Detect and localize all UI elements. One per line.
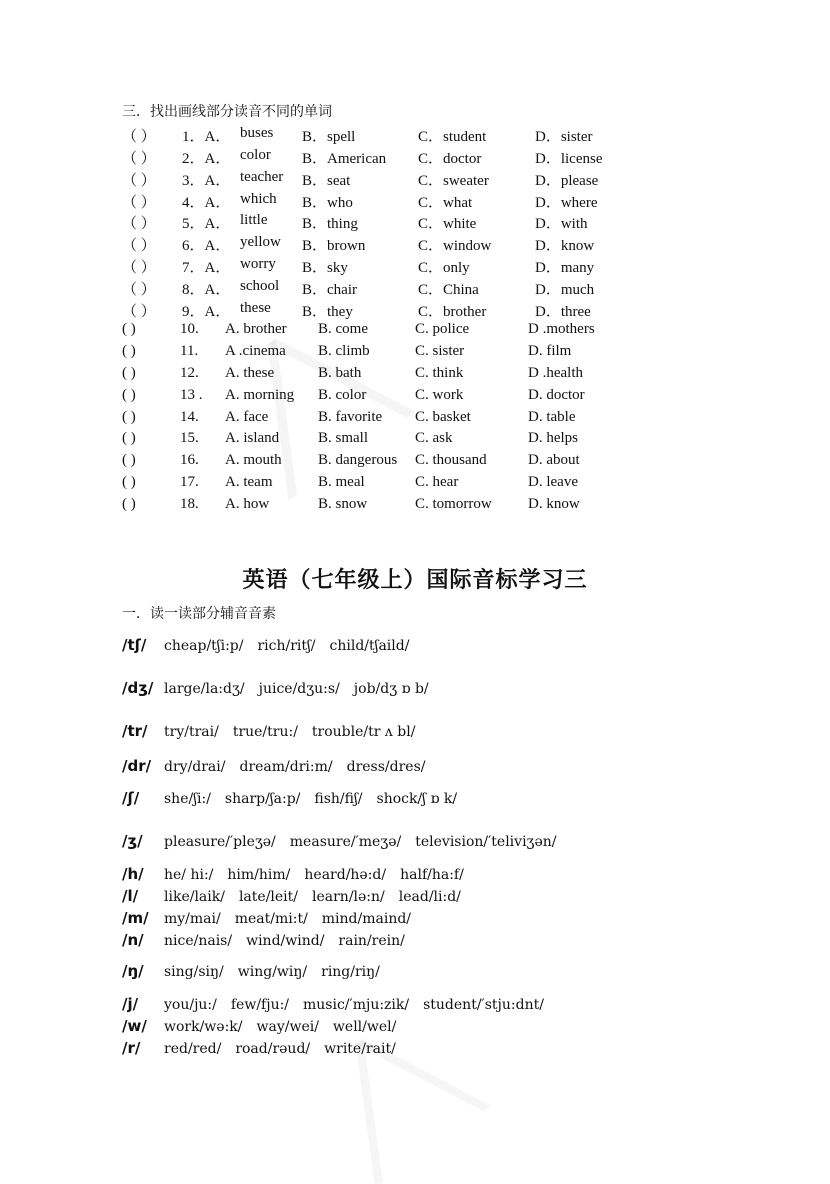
option-c: C．sweater: [418, 173, 489, 189]
question-number: 15.: [180, 430, 199, 446]
option-a: A. morning: [225, 387, 295, 403]
option-b: B．American: [302, 151, 387, 167]
option-d: D．sister: [535, 129, 593, 145]
phonetic-line: [122, 909, 425, 928]
option-d: D. helps: [528, 430, 578, 446]
phonetic-example: lead/li:d/: [398, 889, 461, 905]
phonetic-example: red/red/: [164, 1041, 222, 1057]
option-b: B．seat: [302, 173, 351, 189]
phonetic-example: like/laik/: [164, 889, 225, 905]
answer-blank: ( ): [122, 409, 136, 425]
phonetic-example: true/tru:/: [232, 724, 298, 740]
option-b: B. snow: [318, 496, 368, 512]
phonetic-line: [122, 865, 478, 884]
question-number: 18.: [180, 496, 199, 512]
answer-blank: ( ): [122, 474, 136, 490]
phonetic-example: few/fju:/: [230, 997, 290, 1013]
option-a: A. brother: [225, 321, 287, 337]
option-c: C．student: [418, 129, 487, 145]
option-a: A. team: [225, 474, 273, 490]
phonetic-example: way/wei/: [256, 1019, 319, 1035]
phonetic-symbol: /m/: [122, 909, 149, 927]
option-a: A. how: [225, 496, 270, 512]
phonetic-symbol: /ʒ/: [122, 832, 143, 850]
option-c: C. hear: [415, 474, 459, 490]
phonetic-example: large/la:dʒ/: [164, 681, 245, 697]
option-d: D. doctor: [528, 387, 585, 403]
phonetic-example: wing/wiŋ/: [237, 964, 308, 980]
option-c: C. police: [415, 321, 470, 337]
phonetic-example: dry/drai/: [164, 759, 226, 775]
option-a: color: [240, 147, 271, 163]
option-c: C. tomorrow: [415, 496, 492, 512]
phonetic-example: she/ʃi:/: [164, 791, 211, 807]
answer-blank: ( ): [122, 321, 136, 337]
option-c: C. work: [415, 387, 464, 403]
phonetic-example: sing/siŋ/: [164, 964, 224, 980]
option-c: C. basket: [415, 409, 471, 425]
question-number: 17.: [180, 474, 199, 490]
option-b: B. favorite: [318, 409, 383, 425]
question-number: 6．A．: [182, 238, 231, 254]
option-b: B．who: [302, 195, 353, 211]
option-b: B. come: [318, 321, 368, 337]
phonetic-example: juice/dʒu:s/: [258, 681, 340, 697]
question-number: 5．A．: [182, 216, 231, 232]
option-a: A. mouth: [225, 452, 282, 468]
phonetic-example: music/′mju:zik/: [303, 997, 410, 1013]
phonetic-symbol: /j/: [122, 995, 139, 1013]
phonetic-symbol: /dr/: [122, 757, 152, 775]
option-c: C. ask: [415, 430, 453, 446]
option-a: A. island: [225, 430, 280, 446]
phonetic-example: meat/mi:t/: [234, 911, 308, 927]
answer-blank: （ ）: [122, 173, 156, 189]
phonetic-symbol: /w/: [122, 1017, 147, 1035]
phonetic-line: [122, 1039, 410, 1058]
question-number: 7．A．: [182, 260, 231, 276]
phonetic-line: [122, 636, 423, 655]
phonetic-line: [122, 789, 471, 808]
question-number: 16.: [180, 452, 199, 468]
option-d: D .health: [528, 365, 583, 381]
phonetic-symbol: /tr/: [122, 722, 148, 740]
phonetic-example: try/trai/: [164, 724, 219, 740]
phonetic-example: dress/dres/: [346, 759, 426, 775]
phonetic-example: rich/ritʃ/: [257, 638, 316, 654]
question-number: 10.: [180, 321, 199, 337]
option-a: which: [240, 191, 277, 207]
answer-blank: ( ): [122, 365, 136, 381]
phonetic-example: half/ha:f/: [400, 867, 464, 883]
phonetic-example: fish/fiʃ/: [314, 791, 363, 807]
option-d: D．please: [535, 173, 599, 189]
answer-blank: （ ）: [122, 129, 156, 145]
option-c: C．what: [418, 195, 473, 211]
phonetic-example: trouble/tr ʌ bl/: [311, 724, 416, 740]
phonetic-symbol: /ŋ/: [122, 962, 144, 980]
option-d: D. table: [528, 409, 576, 425]
option-b: B．brown: [302, 238, 366, 254]
section-subtitle: 一．读一读部分辅音音素: [122, 607, 276, 622]
phonetic-example: ring/riŋ/: [321, 964, 380, 980]
option-d: D. know: [528, 496, 580, 512]
option-d: D．know: [535, 238, 595, 254]
answer-blank: ( ): [122, 496, 136, 512]
phonetic-example: learn/lə:n/: [312, 889, 385, 905]
phonetic-symbol: /r/: [122, 1039, 141, 1057]
question-number: 8．A．: [182, 282, 231, 298]
phonetic-line: [122, 887, 475, 906]
phonetic-line: [122, 1017, 410, 1036]
option-d: D. leave: [528, 474, 578, 490]
option-d: D. about: [528, 452, 580, 468]
option-a: buses: [240, 125, 274, 141]
phonetic-symbol: /ʃ/: [122, 789, 140, 807]
option-d: D．with: [535, 216, 588, 232]
option-c: C. thousand: [415, 452, 487, 468]
option-b: B．thing: [302, 216, 358, 232]
option-a: school: [240, 278, 280, 294]
answer-blank: ( ): [122, 343, 136, 359]
option-c: C．window: [418, 238, 492, 254]
option-b: B. dangerous: [318, 452, 398, 468]
option-b: B. color: [318, 387, 367, 403]
phonetic-example: shock/ʃ ɒ k/: [376, 791, 458, 807]
phonetic-example: you/ju:/: [164, 997, 217, 1013]
option-b: B. meal: [318, 474, 365, 490]
phonetic-line: [122, 832, 570, 851]
phonetic-line: [122, 931, 419, 950]
answer-blank: （ ）: [122, 195, 156, 211]
phonetic-symbol: /n/: [122, 931, 144, 949]
question-number: 9．A．: [182, 304, 231, 320]
answer-blank: （ ）: [122, 216, 156, 232]
phonetic-symbol: /tʃ/: [122, 636, 147, 654]
option-a: A. these: [225, 365, 275, 381]
phonetic-example: late/leit/: [238, 889, 298, 905]
phonetic-line: [122, 679, 443, 698]
phonetic-example: pleasure/′pleʒə/: [164, 834, 276, 850]
phonetic-example: job/dʒ ɒ b/: [353, 681, 429, 697]
option-b: B. climb: [318, 343, 370, 359]
answer-blank: ( ): [122, 452, 136, 468]
option-c: C．China: [418, 282, 479, 298]
phonetic-line: [122, 962, 394, 981]
question-number: 14.: [180, 409, 199, 425]
phonetic-example: well/wel/: [332, 1019, 397, 1035]
phonetic-example: he/ hi:/: [164, 867, 214, 883]
option-a: teacher: [240, 169, 284, 185]
phonetic-example: work/wə:k/: [164, 1019, 243, 1035]
answer-blank: （ ）: [122, 304, 156, 320]
option-c: C. sister: [415, 343, 465, 359]
option-a: worry: [240, 256, 276, 272]
question-number: 12.: [180, 365, 199, 381]
option-c: C．doctor: [418, 151, 482, 167]
option-d: D. film: [528, 343, 572, 359]
question-number: 3．A．: [182, 173, 231, 189]
phonetic-example: cheap/tʃi:p/: [164, 638, 244, 654]
option-a: these: [240, 300, 271, 316]
option-d: D．much: [535, 282, 595, 298]
answer-blank: （ ）: [122, 260, 156, 276]
option-c: C．white: [418, 216, 477, 232]
question-number: 2．A．: [182, 151, 231, 167]
option-b: B．spell: [302, 129, 356, 145]
answer-blank: ( ): [122, 387, 136, 403]
phonetic-example: dream/dri:m/: [239, 759, 333, 775]
answer-blank: （ ）: [122, 282, 156, 298]
option-d: D．many: [535, 260, 595, 276]
option-b: B．they: [302, 304, 353, 320]
phonetic-example: television/′teliviʒən/: [415, 834, 557, 850]
option-d: D．license: [535, 151, 603, 167]
phonetic-example: child/tʃaild/: [329, 638, 410, 654]
answer-blank: ( ): [122, 430, 136, 446]
option-a: yellow: [240, 234, 281, 250]
phonetic-line: [122, 757, 439, 776]
option-b: B. small: [318, 430, 369, 446]
phonetic-example: rain/rein/: [338, 933, 405, 949]
phonetic-example: write/rait/: [324, 1041, 396, 1057]
option-c: C．only: [418, 260, 470, 276]
phonetic-example: nice/nais/: [164, 933, 233, 949]
phonetic-example: wind/wind/: [246, 933, 325, 949]
option-a: A .cinema: [225, 343, 286, 359]
option-c: C. think: [415, 365, 464, 381]
question-number: 1．A．: [182, 129, 231, 145]
option-b: B. bath: [318, 365, 362, 381]
phonetic-example: student/′stju:dnt/: [423, 997, 544, 1013]
option-d: D．three: [535, 304, 591, 320]
option-a: little: [240, 212, 268, 228]
option-b: B．chair: [302, 282, 357, 298]
option-d: D .mothers: [528, 321, 595, 337]
phonetic-example: him/him/: [227, 867, 291, 883]
option-b: B．sky: [302, 260, 348, 276]
phonetic-example: my/mai/: [164, 911, 221, 927]
phonetic-symbol: /dʒ/: [122, 679, 154, 697]
phonetic-line: [122, 995, 558, 1014]
phonetic-symbol: /l/: [122, 887, 139, 905]
phonetic-example: measure/′meʒə/: [289, 834, 402, 850]
option-c: C．brother: [418, 304, 487, 320]
question-number: 11.: [180, 343, 199, 359]
answer-blank: （ ）: [122, 151, 156, 167]
phonetic-example: sharp/ʃa:p/: [224, 791, 301, 807]
page-title: 英语（七年级上）国际音标学习三: [242, 568, 588, 593]
phonetic-example: road/rəud/: [235, 1041, 311, 1057]
phonetic-symbol: /h/: [122, 865, 144, 883]
question-number: 13 .: [180, 387, 203, 403]
answer-blank: （ ）: [122, 238, 156, 254]
phonetic-example: heard/hə:d/: [304, 867, 387, 883]
phonetic-example: mind/maind/: [321, 911, 412, 927]
option-a: A. face: [225, 409, 269, 425]
phonetic-line: [122, 722, 429, 741]
section-title: 三．找出画线部分读音不同的单词: [122, 105, 332, 120]
question-number: 4．A．: [182, 195, 231, 211]
option-d: D．where: [535, 195, 598, 211]
